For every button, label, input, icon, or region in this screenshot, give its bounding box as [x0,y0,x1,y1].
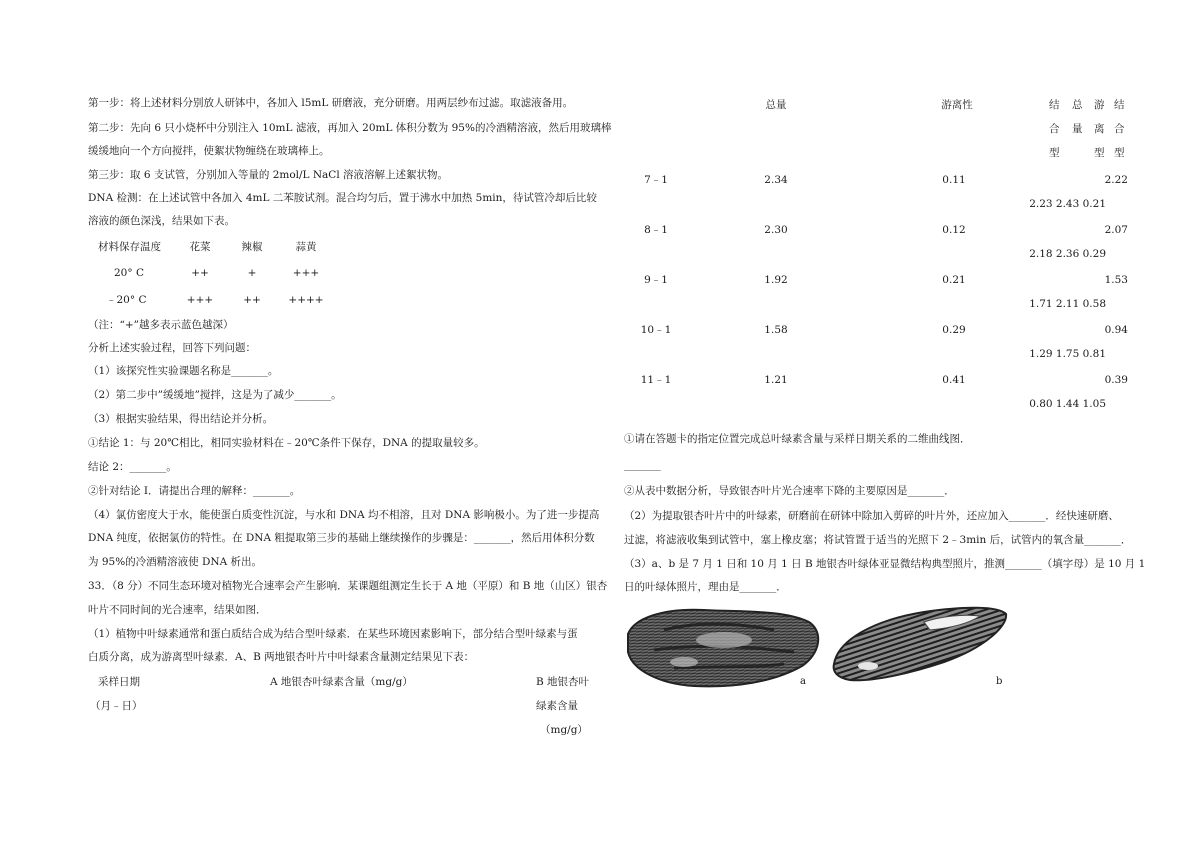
answer-blank: _______ [624,459,661,471]
table-row-temp: 20° C [114,267,144,279]
col-header-total-b: 量 [1072,123,1083,135]
table-header-garlic: 蒜黄 [295,241,317,253]
table-cell: 1.21 [764,374,788,386]
question-3: （3）根据实验结果，得出结论并分析。 [88,413,274,425]
table-cell-date: 10﹣1 [640,324,672,336]
table-header-broccoli: 花菜 [189,241,211,253]
col-header-site-a: A 地银杏叶绿素含量（mg/g） [270,676,413,688]
table-cell-site-b: 2.18 2.36 0.29 [1029,248,1106,260]
question-4-cont: DNA 纯度，依据氯仿的特性。在 DNA 粗提取第三步的基础上继续操作的步骤是：_______，然后用体积分数 [88,532,595,544]
table-cell: 0.12 [942,224,966,236]
col-header-date: 采样日期 [98,676,140,688]
question-4: （4）氯仿密度大于水，能使蛋白质变性沉淀，与水和 DNA 均不相溶，且对 DNA 影响极小。为了进一步提高 [88,509,600,521]
table-cell: +++ [186,294,214,306]
table-cell: ++ [243,294,261,306]
col-header-free-b: 型 [1094,147,1105,159]
col-header-bound-a: 型 [1049,147,1060,159]
table-row-temp: ﹣20° C [106,294,147,306]
sub-question-2: ②从表中数据分析，导致银杏叶片光合速率下降的主要原因是_______． [624,485,955,497]
col-header-free-b: 离 [1094,123,1105,135]
table-cell-site-b: 2.23 2.43 0.21 [1029,198,1106,210]
photo-label-a: a [800,676,806,687]
table-cell-date: 11﹣1 [640,374,672,386]
col-header-free-b: 游 [1094,99,1105,111]
table-cell: +++ [292,267,320,279]
chloroplast-photo-a [628,610,818,687]
col-header-site-b: B 地银杏叶 [536,676,590,688]
col-header-bound-a: 合 [1049,123,1060,135]
part-2-text-cont: 过滤，将滤液收集到试管中，塞上橡皮塞；将试管置于适当的光照下 2﹣3min 后，试管内的氧含量_______． [624,534,1132,546]
table-cell: 2.30 [764,224,788,236]
table-cell: ++++ [288,294,324,306]
part-1-text-cont: 白质分离，成为游离型叶绿素．A、B 两地银杏叶片中叶绿素含量测定结果见下表： [88,651,475,663]
col-header-bound-b: 结 [1114,99,1125,111]
chloroplast-micrographs [624,600,1014,694]
col-header-bound-b: 型 [1114,147,1125,159]
table-cell: 1.92 [764,274,788,286]
step1-text: 第一步：将上述材料分别放人研钵中，各加入 l5mL 研磨液，充分研磨。用两层纱布过滤。取滤液备用。 [88,97,574,109]
table-header-temp: 材料保存温度 [98,241,161,253]
table-cell: 0.29 [942,324,966,336]
dna-detection-text: DNA 检测：在上述试管中各加入 4mL 二苯胺试剂。混合均匀后，置于沸水中加热 5min，待试管冷却后比较 [88,192,597,204]
question-33-title-cont: 叶片不同时间的光合速率，结果如图． [88,604,267,616]
chloroplast-photo-b [834,608,1006,681]
table-cell: 2.07 [1104,224,1128,236]
table-cell: 0.11 [942,174,966,186]
table-cell-date: 9﹣1 [644,274,668,286]
col-header-site-b-unit: （mg/g） [540,724,588,736]
table-cell-site-b: 0.80 1.44 1.05 [1029,398,1106,410]
col-header-total-b: 总 [1072,99,1083,111]
table-note: （注：“+”越多表示蓝色越深） [88,319,234,331]
question-1: （1）该探究性实验课题名称是_______。 [88,365,279,377]
table-cell-site-b: 1.71 2.11 0.58 [1029,298,1106,310]
sub-question-1: ①请在答题卡的指定位置完成总叶绿素含量与采样日期关系的二维曲线图． [624,433,971,445]
step3-text: 第三步：取 6 支试管，分别加入等量的 2mol/L NaCl 溶液溶解上述絮状物。 [88,169,449,181]
part-1-text: （1）植物中叶绿素通常和蛋白质结合成为结合型叶绿素．在某些环境因素影响下，部分结合型叶绿素与蛋 [88,628,578,640]
table-cell: + [247,267,257,279]
table-cell-site-b: 1.29 1.75 0.81 [1029,348,1106,360]
step2-text: 第二步：先向 6 只小烧杯中分别注入 10mL 滤液，再加入 20mL 体积分数为 95%的冷酒精溶液，然后用玻璃棒 [88,122,612,134]
conclusion-2: 结论 2：_______。 [88,461,177,473]
table-cell-date: 8﹣1 [644,224,668,236]
table-cell: 2.22 [1104,174,1128,186]
photo-label-b: b [996,676,1003,687]
table-header-pepper: 辣椒 [241,241,263,253]
part-2-text: （2）为提取银杏叶片中的叶绿素，研磨前在研钵中除加入剪碎的叶片外，还应加入_______．经快速研磨、 [624,510,1119,522]
explanation-prompt: ②针对结论 I．请提出合理的解释：_______。 [88,485,301,497]
part-3-text-cont: 日的叶绿体照片，理由是_______． [624,581,787,593]
dna-detection-text-cont: 溶液的颜色深浅，结果如下表。 [88,215,235,227]
question-2: （2）第二步中”缓缓地”搅拌，这是为了减少_______。 [88,389,342,401]
col-header-bound-a: 结 [1049,99,1060,111]
col-header-bound-b: 合 [1114,123,1125,135]
table-cell: 0.94 [1104,324,1128,336]
table-cell: 0.41 [942,374,966,386]
question-33-title: 33．（8 分）不同生态环境对植物光合速率会产生影响．某课题组测定生长于 A 地（平原）和 B 地（山区）银杏 [88,580,608,592]
col-header-date-unit: （月﹣日） [90,700,143,712]
table-cell: ++ [191,267,209,279]
analysis-intro: 分析上述实验过程，回答下列问题： [88,342,256,354]
table-cell: 1.53 [1104,274,1128,286]
table-cell-date: 7﹣1 [644,174,668,186]
col-header-site-b-cont: 绿素含量 [536,700,578,712]
step2-text-cont: 缓缓地向一个方向搅拌，使絮状物缠绕在玻璃棒上。 [88,145,330,157]
col-header-total: 总量 [765,99,787,111]
table-cell: 0.21 [942,274,966,286]
table-cell: 0.39 [1104,374,1128,386]
table-cell: 2.34 [764,174,788,186]
col-header-free: 游离性 [941,99,973,111]
question-4-cont2: 为 95%的冷酒精溶液使 DNA 析出。 [88,556,263,568]
table-cell: 1.58 [764,324,788,336]
conclusion-1: ①结论 1：与 20℃相比，相同实验材料在﹣20℃条件下保存，DNA 的提取量较多。 [88,437,485,449]
part-3-text: （3）a、b 是 7 月 1 日和 10 月 1 日 B 地银杏叶绿体亚显微结构典型照片，推测_______（填字母）是 10 月 1 [624,558,1146,570]
